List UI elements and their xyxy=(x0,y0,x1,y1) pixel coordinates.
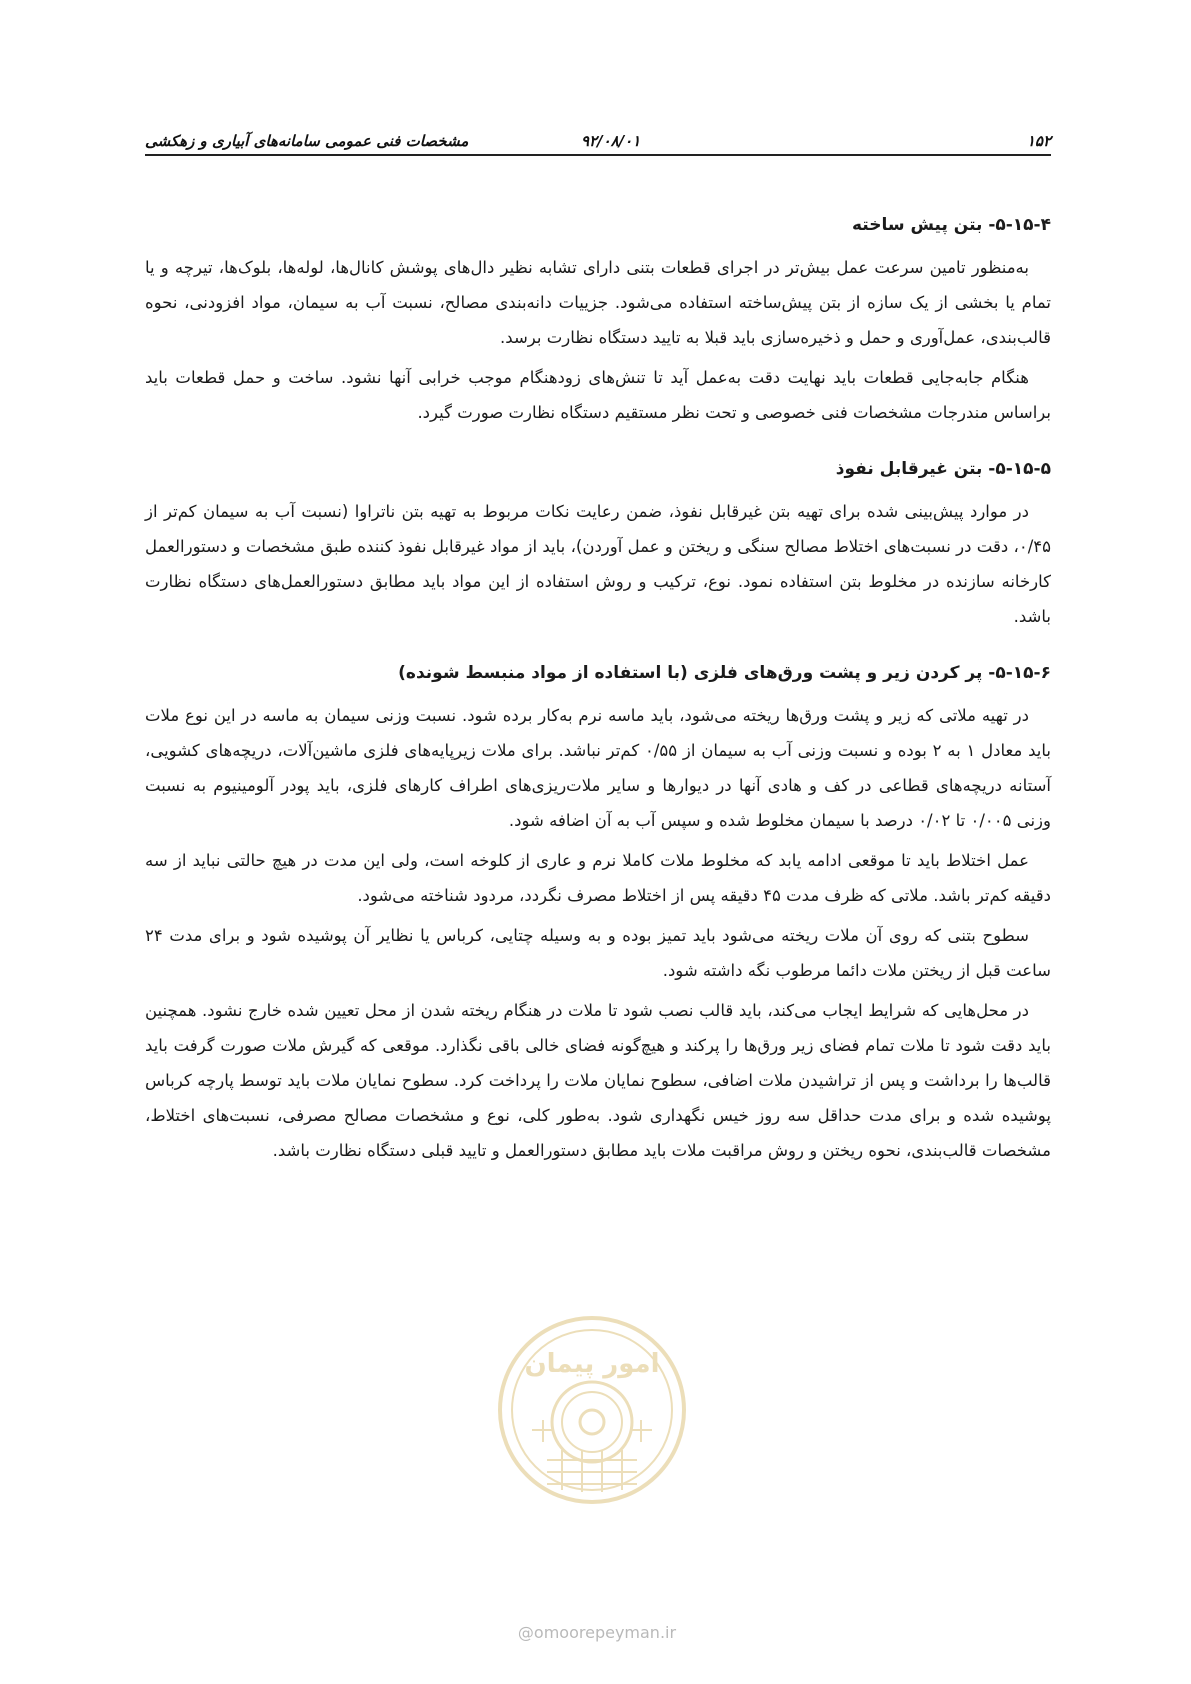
section-impermeable-concrete xyxy=(145,452,1051,634)
paragraph: سطوح بتنی که روی آن ملات ریخته می‌شود باید تمیز بوده و به وسیله چتایی، کرباس یا نظایر آن پوشیده شود و برای مدت ۲۴ ساعت قبل از ریختن ملات دائما مرطوب نگه داشته شود. xyxy=(145,926,1051,980)
paragraph: عمل اختلاط باید تا موقعی ادامه یابد که مخلوط ملات کاملا نرم و عاری از کلوخه است، ولی این مدت در هیچ حالتی نباید از سه دقیقه کم‌تر باشد. ملاتی که ظرف مدت ۴۵ دقیقه پس از اختلاط مصرف نگردد، مردود شناخته می‌شود. xyxy=(145,851,1051,905)
header-date: ۹۲/۰۸/۰۱ xyxy=(581,132,641,150)
page-body xyxy=(145,208,1051,1190)
section-grouting-steel-plates xyxy=(145,656,1051,1168)
paragraph: در موارد پیش‌بینی شده برای تهیه بتن غیرقابل نفوذ، ضمن رعایت نکات مربوط به تهیه بتن ناتراوا (نسبت آب به سیمان کم‌تر از ۰/۴۵، دقت در نسبت‌های اختلاط مصالح سنگی و ریختن و عمل آوردن)، باید از مواد غیرقابل نفوذ کننده طبق مشخصات و دستورالعمل کارخانه سازنده در مخلوط بتن استفاده نمود. نوع، ترکیب و روش استفاده از این مواد باید مطابق دستورالعمل‌های دستگاه نظارت باشد. xyxy=(145,502,1051,626)
running-title: مشخصات فنی عمومی سامانه‌های آبیاری و زهکشی xyxy=(145,132,469,150)
paragraph: در محل‌هایی که شرایط ایجاب می‌کند، باید قالب نصب شود تا ملات در هنگام ریخته شدن از محل تعیین شده خارج نشود. همچنین باید دقت شود تا ملات تمام فضای زیر ورق‌ها را پرکند و هیچ‌گونه فضای خالی باقی نگذارد. موقعی که گیرش ملات صورت گرفت باید قالب‌ها را برداشت و پس از تراشیدن ملات اضافی، سطوح نمایان ملات را پرداخت کرد. سطوح نمایان ملات باید توسط پارچه کرباس پوشیده شده و برای مدت حداقل سه روز خیس نگهداری شود. به‌طور کلی، نوع و مشخصات مصالح مصرفی، نسبت‌های اختلاط، مشخصات قالب‌بندی، نحوه ریختن و روش مراقبت ملات باید مطابق دستورالعمل و تایید قبلی دستگاه نظارت باشد. xyxy=(145,1001,1051,1160)
section-heading: ۵-۱۵-۴- بتن پیش ساخته xyxy=(851,215,1051,235)
paragraph: به‌منظور تامین سرعت عمل بیش‌تر در اجرای قطعات بتنی دارای تشابه نظیر دال‌های پوشش کانال‌ها، لوله‌ها، بلوک‌ها، تیرچه و یا تمام یا بخشی از یک سازه از بتن پیش‌ساخته استفاده می‌شود. جزییات دانه‌بندی مصالح، نسبت آب به سیمان، مواد افزودنی، نحوه قالب‌بندی، عمل‌آوری و حمل و ذخیره‌سازی باید قبلا به تایید دستگاه نظارت برسد. xyxy=(145,258,1051,347)
paragraph: در تهیه ملاتی که زیر و پشت ورق‌ها ریخته می‌شود، باید ماسه نرم به‌کار برده شود. نسبت وزنی سیمان به ماسه در این نوع ملات باید معادل ۱ به ۲ بوده و نسبت وزنی آب به سیمان از ۰/۵۵ کم‌تر نباشد. برای ملات زیرپایه‌های فلزی ماشین‌آلات، دریچه‌های کشویی، آستانه دریچه‌های قطاعی در کف و هادی آنها در دیوارها و سایر ملات‌ریزی‌های اطراف کارهای فلزی، باید پودر آلومینیوم به نسبت وزنی ۰/۰۰۵ تا ۰/۰۲ درصد با سیمان مخلوط شده و سپس آب به آن اضافه شود. xyxy=(145,706,1051,830)
paragraph: هنگام جابه‌جایی قطعات باید نهایت دقت به‌عمل آید تا تنش‌های زودهنگام موجب خرابی آنها نشود. ساخت و حمل قطعات باید براساس مندرجات مشخصات فنی خصوصی و تحت نظر مستقیم دستگاه نظارت صورت گیرد. xyxy=(145,368,1051,422)
section-heading: ۵-۱۵-۵- بتن غیرقابل نفوذ xyxy=(835,459,1051,479)
page-number: ۱۵۲ xyxy=(1026,132,1051,150)
page-header xyxy=(145,126,1051,156)
watermark-logo xyxy=(492,1310,692,1510)
header-rule xyxy=(145,154,1051,156)
section-heading: ۵-۱۵-۶- پر کردن زیر و پشت ورق‌های فلزی (با استفاده از مواد منبسط شونده) xyxy=(398,663,1051,683)
watermark-url: @omoorepeyman.ir xyxy=(517,1623,677,1642)
watermark-logo-text: امور پیمان xyxy=(524,1349,660,1379)
section-precast-concrete xyxy=(145,208,1051,430)
